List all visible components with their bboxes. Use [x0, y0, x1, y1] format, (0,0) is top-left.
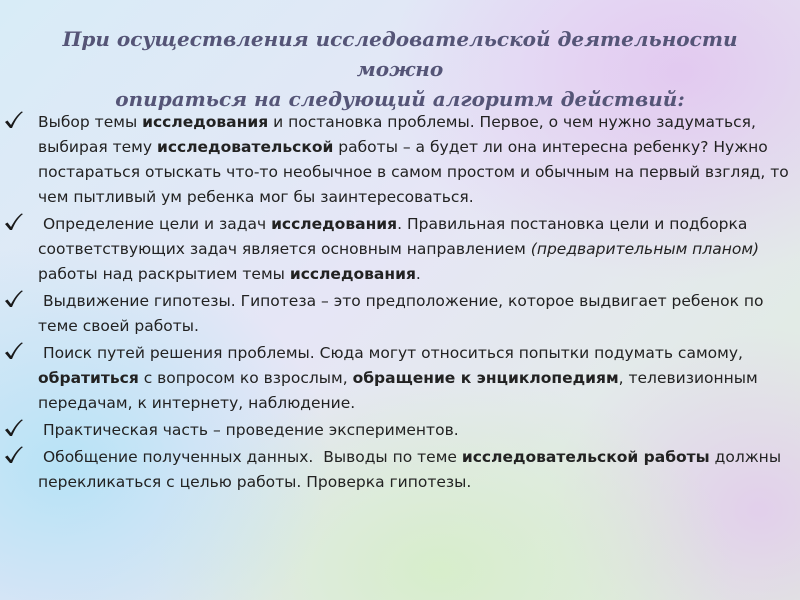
algorithm-list — [0, 110, 794, 497]
item-text-bold: исследования — [271, 215, 398, 233]
item-text-bold: обращение к энциклопедиям — [352, 369, 619, 387]
item-text-bold: исследования — [142, 113, 269, 131]
slide-title-line-2: опираться на следующий алгоритм действий: — [115, 87, 685, 111]
item-text: Поиск путей решения проблемы. Сюда могут относиться попытки подумать самому, — [38, 344, 748, 362]
item-text: с вопросом ко взрослым, — [138, 369, 353, 387]
checkmark-icon — [3, 418, 27, 443]
checkmark-icon — [3, 445, 27, 470]
list-item-goal-definition — [0, 212, 790, 287]
item-text: Выбор темы — [38, 113, 143, 131]
checkmark-icon — [3, 212, 27, 237]
list-item-practical-part — [0, 418, 790, 443]
item-text: и постановка проблемы. Первое, о чем нужно задуматься, выбирая тему — [38, 113, 761, 156]
item-text: Определение цели и задач — [38, 215, 272, 233]
item-text: Практическая часть – проведение экспериментов. — [38, 421, 459, 439]
list-item-hypothesis — [0, 289, 790, 339]
item-text-italic: (предварительным планом) — [530, 240, 760, 258]
item-text: . Правильная постановка цели и подборка соответствующих задач является основным направлением — [38, 215, 753, 258]
item-text: работы – а будет ли она интересна ребенку? Нужно постараться отыскать что-то необычное в самом простом и обычным на первый взгляд, то чем пытливый ум ребенка мог бы заинтересоваться. — [38, 138, 794, 206]
item-text: Выдвижение гипотезы. Гипотеза – это предположение, которое выдвигает ребенок по теме своей работы. — [38, 292, 769, 335]
item-text: Обобщение полученных данных. Выводы по теме — [38, 448, 462, 466]
item-text: , телевизионным передачам, к интернету, наблюдение. — [38, 369, 763, 412]
item-text-bold: исследования — [289, 265, 416, 283]
item-text: . — [415, 265, 421, 283]
checkmark-icon — [3, 341, 27, 366]
checkmark-icon — [3, 289, 27, 314]
list-item-solution-search — [0, 341, 790, 416]
checkmark-icon — [3, 110, 27, 135]
item-text: должны перекликаться с целью работы. Проверка гипотезы. — [38, 448, 786, 491]
slide-title — [20, 24, 780, 114]
list-item-topic-selection — [0, 110, 794, 210]
list-item-generalization — [0, 445, 790, 495]
item-text-bold: обратиться — [38, 369, 139, 387]
item-text-bold: исследовательской — [156, 138, 334, 156]
slide-title-line-1: При осуществления исследовательской деятельности можно — [62, 27, 738, 81]
item-text: работы над раскрытием темы — [38, 240, 765, 283]
item-text-bold: исследовательской работы — [461, 448, 710, 466]
